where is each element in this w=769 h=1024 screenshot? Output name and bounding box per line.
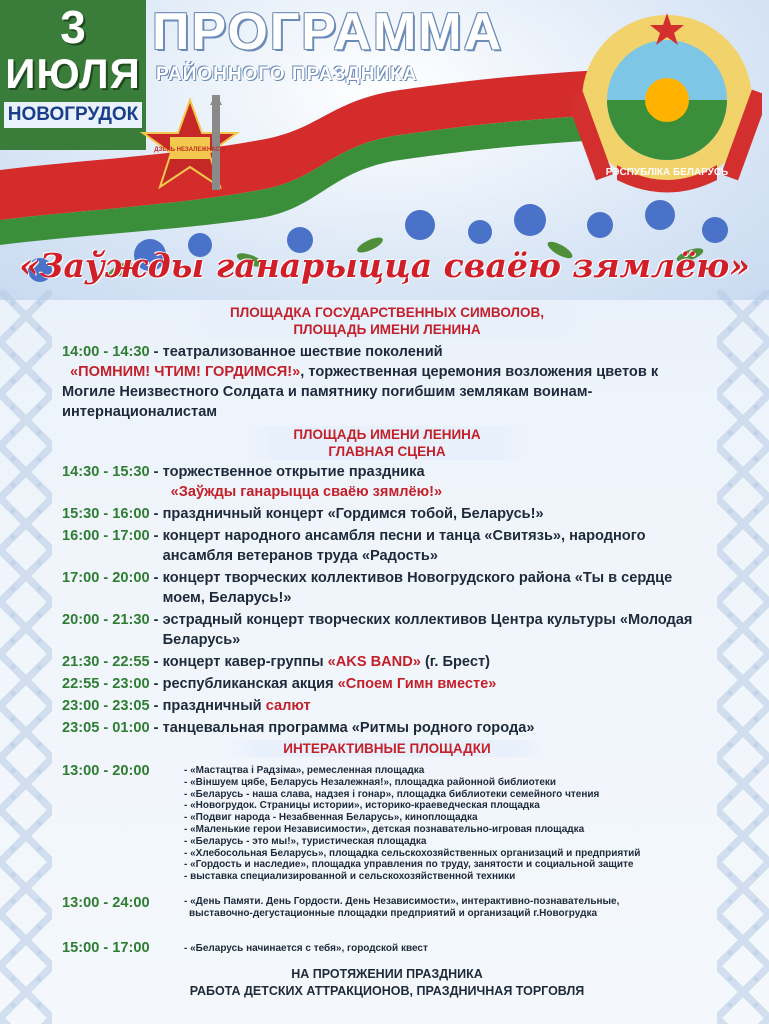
- schedule-desc: [163, 696, 712, 716]
- schedule-row: 23:05 - 01:00 - танцевальная программа «Ритмы родного города»: [62, 718, 712, 738]
- date-badge: [0, 0, 146, 150]
- schedule-time: 17:00 - 20:00: [62, 570, 150, 586]
- emblem-text: РЭСПУБЛІКА БЕЛАРУСЬ: [605, 167, 729, 178]
- interactive-list-item: - «Віншуем цябе, Беларусь Незалежная!», площадка районной библиотеки: [184, 776, 557, 788]
- interactive-list-item: - «Гордость и наследие», площадка управления по труду, занятости и социальной защите: [184, 859, 634, 871]
- schedule-desc: [163, 674, 712, 694]
- section3-title: ИНТЕРАКТИВНЫЕ ПЛОЩАДКИ: [227, 740, 547, 757]
- schedule-time: 23:05 - 01:00: [62, 720, 150, 736]
- schedule-row: 22:55 - 23:00 - республиканская акция «Споем Гимн вместе»: [62, 674, 712, 694]
- schedule-desc-highlight: «Заўжды ганарыцца сваёю зямлёю!»: [170, 484, 443, 500]
- belarus-emblem-icon: [572, 5, 762, 200]
- section2-title-line2: ГЛАВНАЯ СЦЕНА: [328, 444, 446, 459]
- schedule-desc-highlight: салют: [265, 698, 311, 714]
- interactive-block3-time: 15:00 - 17:00: [62, 939, 150, 956]
- date-city: НОВОГРУДОК: [4, 102, 142, 128]
- section1-desc-red: «ПОМНИМ! ЧТИМ! ГОРДИМСЯ!»: [70, 364, 301, 380]
- schedule-desc: [163, 652, 712, 672]
- interactive-block3-text: - «Беларусь начинается с тебя», городской квест: [184, 942, 428, 954]
- star-monument-text: ДЗЕНЬ НЕЗАЛЕЖНАСЦІ: [154, 147, 226, 153]
- interactive-block-2: [62, 893, 712, 920]
- section1-title-line1: ПЛОЩАДКА ГОСУДАРСТВЕННЫХ СИМВОЛОВ,: [230, 305, 544, 320]
- schedule-desc-highlight: «Споем Гимн вместе»: [337, 676, 497, 692]
- schedule-desc-highlight: «AKS BAND»: [327, 654, 421, 670]
- schedule-row: 21:30 - 22:55 - концерт кавер-группы «AKS BAND» (г. Брест): [62, 652, 712, 672]
- interactive-list-item: - «Маленькие герои Независимости», детская познавательно-игровая площадка: [184, 823, 585, 835]
- interactive-block2-line1: - «День Памяти. День Гордости. День Независимости», интерактивно-познавательные,: [184, 895, 620, 907]
- schedule-desc: [163, 568, 712, 608]
- section1-desc-b: , торжественная церемония возложения цветов к Могиле Неизвестного Солдата и памятнику погибшим землякам воинам-интернационалистам: [62, 364, 659, 420]
- schedule-desc-text: концерт творческих коллективов Новогрудского района «Ты в сердце моем, Беларусь!»: [162, 570, 673, 606]
- schedule-desc-text: концерт кавер-группы: [162, 654, 328, 670]
- schedule-row: 15:30 - 16:00 - праздничный концерт «Гордимся тобой, Беларусь!»: [62, 504, 712, 524]
- schedule-desc: [163, 718, 712, 738]
- page-subtitle: РАЙОННОГО ПРАЗДНИКА: [156, 64, 418, 85]
- left-ornament: [0, 290, 52, 1024]
- date-day: 3: [60, 1, 86, 53]
- interactive-block1-time: 13:00 - 20:00: [62, 763, 150, 779]
- interactive-block-3: [62, 938, 712, 958]
- schedule-desc-text: торжественное открытие праздника: [162, 464, 425, 480]
- section1-title: [182, 304, 592, 338]
- section1-time: 14:00 - 14:30: [62, 344, 150, 360]
- footer-line2: РАБОТА ДЕТСКИХ АТТРАКЦИОНОВ, ПРАЗДНИЧНАЯ ТОРГОВЛЯ: [189, 983, 585, 998]
- section1-desc-a: театрализованное шествие поколений: [162, 344, 443, 360]
- schedule-time: 15:30 - 16:00: [62, 506, 150, 522]
- schedule-row: 23:00 - 23:05 - праздничный салют: [62, 696, 712, 716]
- schedule-time: 16:00 - 17:00: [62, 528, 150, 544]
- interactive-list-item: - выставка специализированной и сельскохозяйственной техники: [184, 871, 516, 883]
- schedule-time: 14:30 - 15:30: [62, 464, 150, 480]
- interactive-list-item: - «Беларусь - наша слава, надзея і гонар», площадка библиотеки семейного чтения: [184, 788, 600, 800]
- interactive-list-item: - «Мастацтва і Радзіма», ремесленная площадка: [184, 765, 425, 776]
- interactive-list-item: - «Беларусь - это мы!», туристическая площадка: [184, 835, 427, 847]
- schedule-time: 22:55 - 23:00: [62, 676, 150, 692]
- slogan: «Заўжды ганарыцца сваёю зямлёю»: [19, 246, 750, 285]
- schedule-row: [62, 342, 712, 422]
- schedule-row: 17:00 - 20:00 - концерт творческих коллективов Новогрудского района «Ты в сердце моем, Беларусь!»: [62, 568, 712, 608]
- interactive-block1-list: [184, 761, 640, 883]
- page-title: ПРОГРАММА: [152, 3, 504, 61]
- interactive-block2-time: 13:00 - 24:00: [62, 894, 150, 911]
- schedule-desc-text: праздничный концерт «Гордимся тобой, Беларусь!»: [162, 506, 544, 522]
- section1-title-line2: ПЛОЩАДЬ ИМЕНИ ЛЕНИНА: [293, 322, 481, 337]
- schedule-row: 14:30 - 15:30 - торжественное открытие праздника «Заўжды ганарыцца сваёю зямлёю!»: [62, 462, 712, 502]
- program-content: [62, 304, 712, 1000]
- right-ornament: [717, 290, 769, 1024]
- date-month: ИЮЛЯ: [5, 50, 141, 97]
- schedule-desc-text: эстрадный концерт творческих коллективов Центра культуры «Молодая Беларусь»: [162, 612, 693, 648]
- schedule-desc-text: праздничный: [162, 698, 266, 714]
- schedule-desc-text: концерт народного ансамбля песни и танца «Свитязь», народного ансамбля ветеранов труда «Радость»: [162, 528, 646, 564]
- interactive-block-1: [62, 761, 712, 883]
- interactive-list-item: - «Подвиг народа - Незабвенная Беларусь», киноплощадка: [184, 812, 478, 824]
- schedule-desc-text: танцевальная программа «Ритмы родного города»: [162, 720, 535, 736]
- schedule-time: 21:30 - 22:55: [62, 654, 150, 670]
- interactive-list-item: - «Новогрудок. Страницы истории», историко-краеведческая площадка: [184, 800, 540, 812]
- section1-desc: 14:00 - 14:30 - театрализованное шествие поколений «ПОМНИМ! ЧТИМ! ГОРДИМСЯ!», торжественная церемония возложения цветов к Могиле Неизвестного Солдата и памятнику погибшим землякам воинам-интернационалистам: [62, 344, 659, 420]
- main-stage-schedule: [62, 462, 712, 738]
- schedule-row: 20:00 - 21:30 - эстрадный концерт творческих коллективов Центра культуры «Молодая Беларусь»: [62, 610, 712, 650]
- interactive-list-item: - «Хлебосольная Беларусь», площадка сельскохозяйственных организаций и предприятий: [184, 847, 641, 859]
- footer-line1: НА ПРОТЯЖЕНИИ ПРАЗДНИКА: [291, 966, 483, 981]
- schedule-desc: [163, 462, 712, 502]
- schedule-desc-text: республиканская акция: [162, 676, 338, 692]
- footer: [62, 966, 712, 1000]
- section2-title-line1: ПЛОЩАДЬ ИМЕНИ ЛЕНИНА: [293, 427, 481, 442]
- schedule-desc: [163, 504, 712, 524]
- schedule-desc-suffix: (г. Брест): [420, 654, 490, 670]
- schedule-desc: [163, 526, 712, 566]
- schedule-row: 16:00 - 17:00 - концерт народного ансамбля песни и танца «Свитязь», народного ансамбля ветеранов труда «Радость»: [62, 526, 712, 566]
- schedule-desc: [163, 610, 712, 650]
- interactive-block2-line2: выставочно-дегустационные площадки предприятий и организаций г.Новогрудка: [189, 907, 598, 919]
- section2-title: [247, 426, 527, 460]
- schedule-time: 23:00 - 23:05: [62, 698, 150, 714]
- schedule-time: 20:00 - 21:30: [62, 612, 150, 628]
